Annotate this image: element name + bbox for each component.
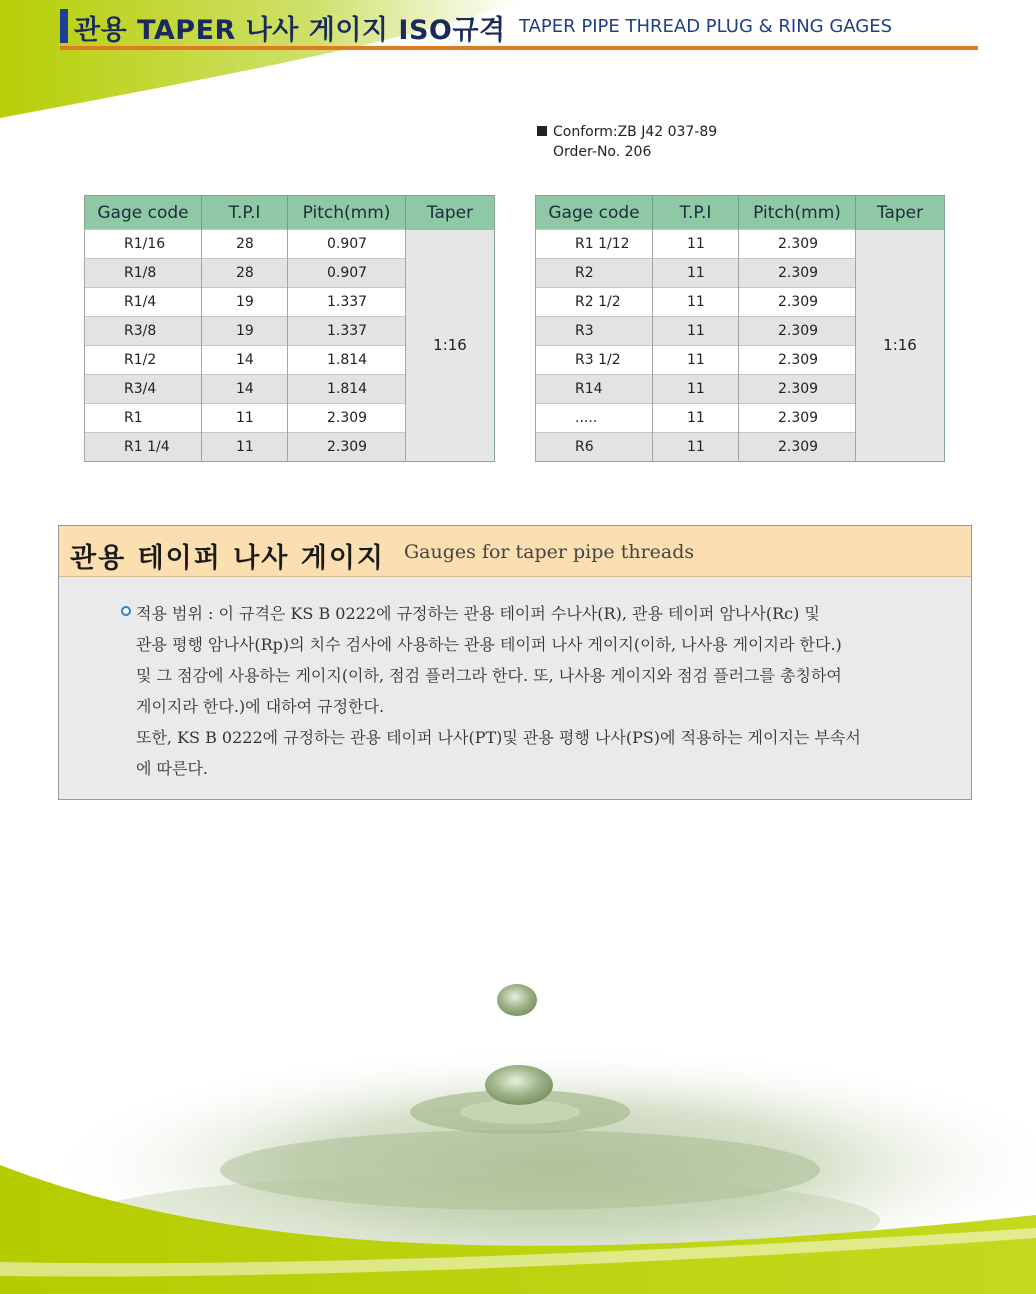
col-header-pitch: Pitch(mm) <box>288 196 406 230</box>
col-header-taper: Taper <box>856 196 945 230</box>
col-header-tpi: T.P.I <box>653 196 739 230</box>
tpi-cell: 11 <box>653 346 739 375</box>
page-subtitle: TAPER PIPE THREAD PLUG & RING GAGES <box>519 16 893 37</box>
gauge-description-section <box>58 525 972 800</box>
gage-code-cell: R1 1/4 <box>85 433 202 462</box>
gage-code-cell: R3 1/2 <box>536 346 653 375</box>
col-header-gage-code: Gage code <box>85 196 202 230</box>
tpi-cell: 28 <box>202 259 288 288</box>
gage-table-left <box>84 195 495 462</box>
tpi-cell: 11 <box>653 404 739 433</box>
col-header-tpi: T.P.I <box>202 196 288 230</box>
table-header-row <box>536 196 945 230</box>
pitch-cell: 0.907 <box>288 230 406 259</box>
gage-table-right <box>535 195 945 462</box>
col-header-taper: Taper <box>406 196 495 230</box>
circle-bullet-icon <box>121 606 131 616</box>
gage-code-cell: R1/16 <box>85 230 202 259</box>
body-line: 관용 평행 암나사(Rp)의 치수 검사에 사용하는 관용 테이퍼 나사 게이지(이하, 나사용 게이지라 한다.) <box>136 635 842 654</box>
tpi-cell: 11 <box>202 404 288 433</box>
page-title: 관용 TAPER 나사 게이지 ISO규격 <box>74 15 506 46</box>
pitch-cell: 2.309 <box>739 230 856 259</box>
pitch-cell: 2.309 <box>739 346 856 375</box>
conform-note <box>537 122 717 162</box>
section-header <box>59 526 971 577</box>
pitch-cell: 2.309 <box>739 375 856 404</box>
gage-code-cell: R1/8 <box>85 259 202 288</box>
col-header-gage-code: Gage code <box>536 196 653 230</box>
table-header-row <box>85 196 495 230</box>
gage-code-cell: R1/2 <box>85 346 202 375</box>
section-body <box>136 598 956 784</box>
body-line: 적용 범위 : 이 규격은 KS B 0222에 규정하는 관용 테이퍼 수나사(R), 관용 테이퍼 암나사(Rc) 및 <box>136 604 820 623</box>
col-header-pitch: Pitch(mm) <box>739 196 856 230</box>
conform-standard: Conform:ZB J42 037-89 <box>553 124 718 140</box>
tpi-cell: 11 <box>653 317 739 346</box>
gage-code-cell: R1 <box>85 404 202 433</box>
gage-code-cell: R3 <box>536 317 653 346</box>
gage-code-cell: R1 1/12 <box>536 230 653 259</box>
taper-cell: 1:16 <box>406 230 495 462</box>
header-accent-bar <box>60 9 68 43</box>
square-bullet-icon <box>537 126 547 136</box>
gage-code-cell: R2 <box>536 259 653 288</box>
pitch-cell: 2.309 <box>739 259 856 288</box>
gage-code-cell: R2 1/2 <box>536 288 653 317</box>
pitch-cell: 1.814 <box>288 346 406 375</box>
pitch-cell: 2.309 <box>739 404 856 433</box>
tpi-cell: 11 <box>202 433 288 462</box>
table-row <box>85 230 495 259</box>
taper-cell: 1:16 <box>856 230 945 462</box>
gage-code-cell: R14 <box>536 375 653 404</box>
pitch-cell: 2.309 <box>739 288 856 317</box>
section-title-ko: 관용 테이퍼 나사 게이지 <box>70 543 386 574</box>
gage-code-cell: R6 <box>536 433 653 462</box>
gage-code-cell: ..... <box>536 404 653 433</box>
body-line: 또한, KS B 0222에 규정하는 관용 테이퍼 나사(PT)및 관용 평행 나사(PS)에 적용하는 게이지는 부속서 <box>136 728 861 747</box>
tpi-cell: 19 <box>202 288 288 317</box>
body-line: 게이지라 한다.)에 대하여 규정한다. <box>136 697 385 716</box>
table-row <box>536 230 945 259</box>
gage-code-cell: R3/8 <box>85 317 202 346</box>
pitch-cell: 1.814 <box>288 375 406 404</box>
tpi-cell: 11 <box>653 433 739 462</box>
header-rule <box>60 46 978 50</box>
tpi-cell: 19 <box>202 317 288 346</box>
body-line: 에 따른다. <box>136 759 208 778</box>
tpi-cell: 11 <box>653 288 739 317</box>
tpi-cell: 28 <box>202 230 288 259</box>
pitch-cell: 2.309 <box>739 433 856 462</box>
body-line: 및 그 점감에 사용하는 게이지(이하, 점검 플러그라 한다. 또, 나사용 게이지와 점검 플러그를 총칭하여 <box>136 666 842 685</box>
order-number: Order-No. 206 <box>553 144 652 160</box>
pitch-cell: 2.309 <box>288 404 406 433</box>
gage-code-cell: R1/4 <box>85 288 202 317</box>
tpi-cell: 11 <box>653 259 739 288</box>
tpi-cell: 11 <box>653 230 739 259</box>
tpi-cell: 14 <box>202 346 288 375</box>
pitch-cell: 2.309 <box>288 433 406 462</box>
pitch-cell: 2.309 <box>739 317 856 346</box>
tpi-cell: 11 <box>653 375 739 404</box>
pitch-cell: 1.337 <box>288 288 406 317</box>
gage-code-cell: R3/4 <box>85 375 202 404</box>
tpi-cell: 14 <box>202 375 288 404</box>
pitch-cell: 1.337 <box>288 317 406 346</box>
pitch-cell: 0.907 <box>288 259 406 288</box>
section-title-en: Gauges for taper pipe threads <box>404 541 695 563</box>
